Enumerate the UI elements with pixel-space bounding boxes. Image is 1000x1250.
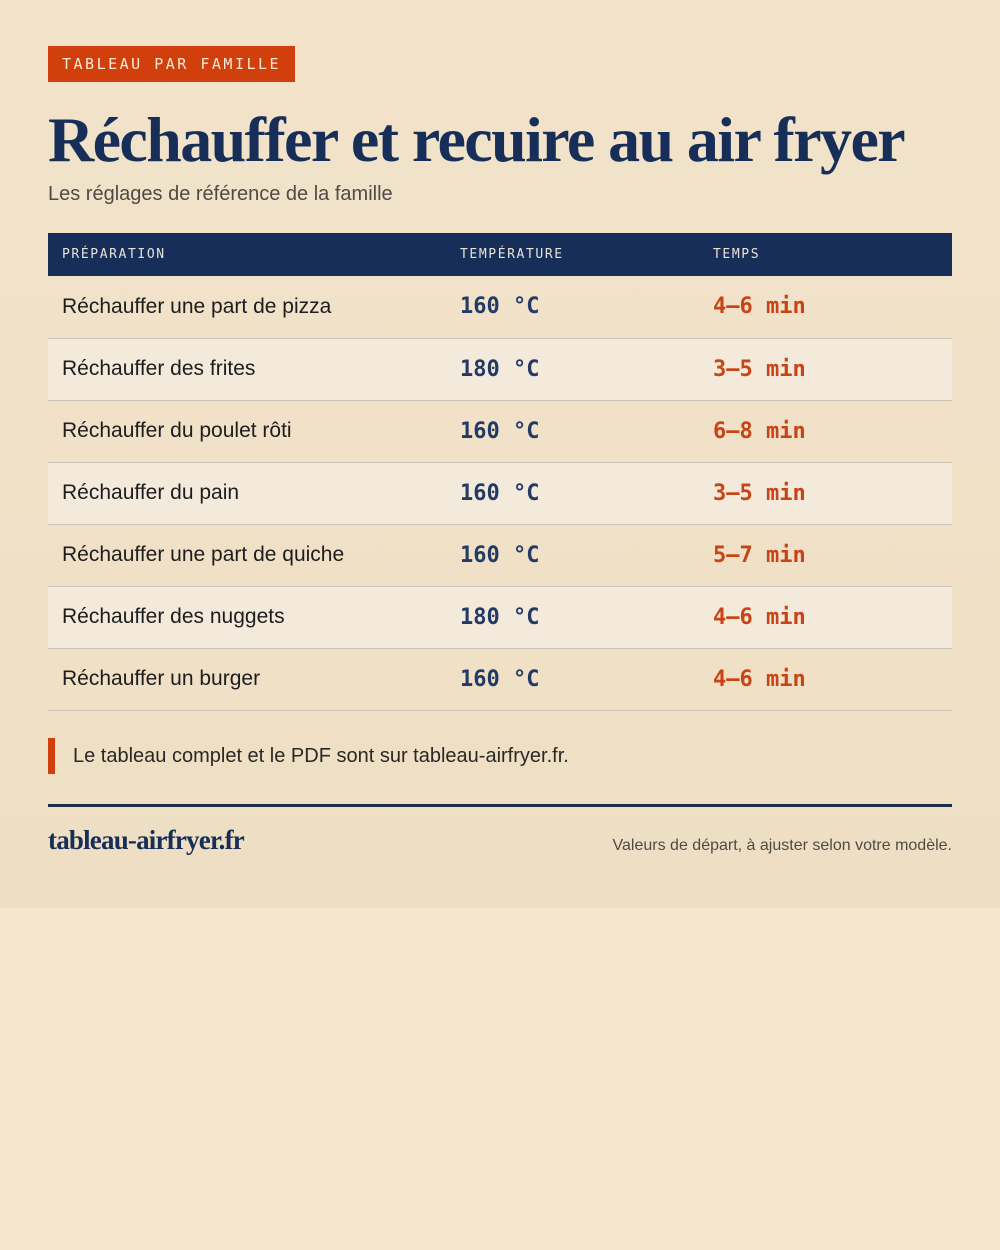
page-subtitle: Les réglages de référence de la famille: [48, 183, 393, 205]
preparation-cell: Réchauffer une part de quiche: [62, 543, 345, 566]
time-cell: 3–5 min: [713, 480, 806, 506]
footer: [48, 807, 952, 867]
table-row: [48, 524, 952, 586]
time-cell: 4–6 min: [713, 666, 806, 692]
site-brand: tableau-airfryer.fr: [48, 824, 244, 855]
table-row: [48, 338, 952, 400]
preparation-cell: Réchauffer une part de pizza: [62, 294, 332, 318]
temperature-cell: 160 °C: [460, 418, 540, 444]
card-content: [48, 46, 952, 867]
time-cell: 4–6 min: [713, 294, 806, 320]
table-row: [48, 400, 952, 462]
table-row: [48, 462, 952, 524]
column-header-preparation: PRÉPARATION: [62, 247, 166, 262]
table-header-row: [48, 233, 952, 276]
page-title: Réchauffer et recuire au air fryer: [48, 104, 905, 175]
column-header-time: TEMPS: [713, 247, 761, 262]
preparation-cell: Réchauffer du poulet rôti: [62, 419, 292, 442]
column-header-temperature: TEMPÉRATURE: [460, 247, 564, 262]
preparation-cell: Réchauffer des nuggets: [62, 605, 285, 628]
preparation-cell: Réchauffer du pain: [62, 481, 240, 504]
reference-note: Le tableau complet et le PDF sont sur tableau-airfryer.fr.: [48, 738, 952, 774]
temperature-cell: 160 °C: [460, 666, 540, 692]
preparation-cell: Réchauffer des frites: [62, 357, 256, 380]
temperature-cell: 160 °C: [460, 542, 540, 568]
time-cell: 3–5 min: [713, 356, 806, 382]
table-row: [48, 586, 952, 648]
time-cell: 5–7 min: [713, 542, 806, 568]
temperature-cell: 180 °C: [460, 604, 540, 630]
table-row: [48, 648, 952, 710]
temperature-cell: 160 °C: [460, 480, 540, 506]
table-body: [48, 276, 952, 710]
preparation-cell: Réchauffer un burger: [62, 667, 261, 690]
temperature-cell: 160 °C: [460, 294, 540, 320]
table-row: [48, 276, 952, 338]
time-cell: 4–6 min: [713, 604, 806, 630]
settings-table: [48, 233, 952, 711]
disclaimer-text: Valeurs de départ, à ajuster selon votre modèle.: [612, 836, 952, 854]
category-badge: TABLEAU PAR FAMILLE: [48, 46, 295, 82]
temperature-cell: 180 °C: [460, 356, 540, 382]
time-cell: 6–8 min: [713, 418, 806, 444]
table-header: [48, 233, 952, 276]
